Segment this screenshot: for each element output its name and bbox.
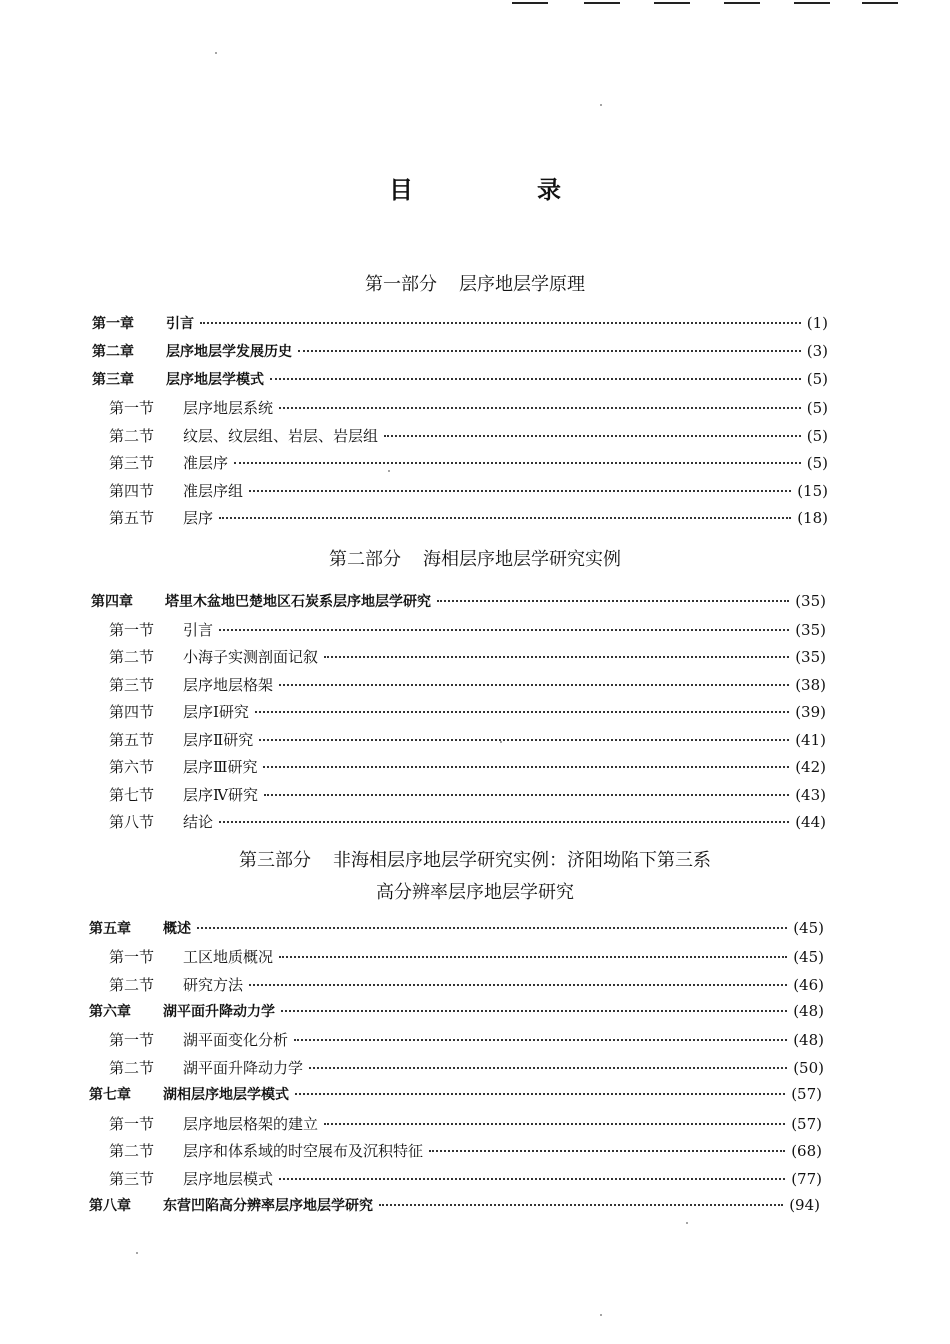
top-rule bbox=[654, 2, 690, 4]
section-title: 层序Ⅳ研究 bbox=[183, 786, 258, 804]
toc-chapter-entry bbox=[89, 1001, 824, 1023]
entry-label bbox=[89, 1195, 373, 1215]
section-number: 第二节 bbox=[109, 976, 155, 994]
page-number: (77) bbox=[791, 1170, 822, 1188]
chapter-number: 第八章 bbox=[89, 1198, 131, 1214]
section-title: 层序 bbox=[183, 509, 214, 527]
page-number: (35) bbox=[795, 621, 826, 639]
page-number: (94) bbox=[789, 1196, 820, 1214]
section-number: 第二节 bbox=[109, 427, 155, 445]
dot-leader bbox=[200, 322, 801, 324]
chapter-number: 第七章 bbox=[89, 1087, 131, 1103]
dot-leader bbox=[279, 684, 789, 686]
toc-section-entry bbox=[109, 452, 828, 474]
entry-label bbox=[109, 425, 378, 446]
dot-leader bbox=[324, 656, 789, 658]
page-number: (38) bbox=[795, 676, 826, 694]
page-number: (41) bbox=[795, 731, 826, 749]
section-number: 第三节 bbox=[109, 454, 155, 472]
page-number: (57) bbox=[791, 1085, 822, 1103]
part-title: 层序地层学原理 bbox=[459, 274, 585, 295]
page-number: (50) bbox=[793, 1059, 824, 1077]
page-number: (5) bbox=[806, 399, 828, 417]
section-title: 准层序组 bbox=[183, 482, 244, 500]
toc-section-entry bbox=[109, 729, 826, 751]
section-title: 层序地层格架 bbox=[183, 676, 274, 694]
section-number: 第五节 bbox=[109, 731, 155, 749]
page-number: (1) bbox=[806, 314, 828, 332]
entry-label bbox=[109, 507, 213, 528]
entry-label bbox=[89, 1084, 289, 1104]
dot-leader bbox=[324, 1123, 785, 1125]
chapter-number: 第六章 bbox=[89, 1004, 131, 1020]
entry-label bbox=[109, 701, 249, 722]
top-rule bbox=[512, 2, 548, 4]
part-heading bbox=[0, 270, 950, 296]
page-number: (5) bbox=[806, 370, 828, 388]
part-heading bbox=[0, 846, 950, 872]
part-title: 海相层序地层学研究实例 bbox=[423, 549, 621, 570]
entry-label bbox=[89, 918, 191, 938]
dot-leader bbox=[234, 462, 801, 464]
page-number: (39) bbox=[795, 703, 826, 721]
entry-label bbox=[92, 313, 194, 333]
section-number: 第二节 bbox=[109, 1142, 155, 1160]
toc-section-entry bbox=[109, 619, 826, 641]
section-title: 工区地质概况 bbox=[183, 948, 274, 966]
page-number: (45) bbox=[793, 919, 824, 937]
chapter-number: 第五章 bbox=[89, 921, 131, 937]
section-number: 第四节 bbox=[109, 703, 155, 721]
chapter-title: 引言 bbox=[166, 316, 194, 332]
toc-section-entry bbox=[109, 480, 828, 502]
entry-label bbox=[109, 811, 213, 832]
page-title: 目 录 bbox=[389, 176, 611, 204]
dot-leader bbox=[309, 1067, 787, 1069]
toc-chapter-entry bbox=[91, 591, 826, 613]
entry-label bbox=[91, 591, 431, 611]
dot-leader bbox=[255, 711, 789, 713]
section-number: 第一节 bbox=[109, 399, 155, 417]
entry-label bbox=[109, 1029, 288, 1050]
section-title: 层序Ⅱ研究 bbox=[183, 731, 254, 749]
section-title: 层序和体系域的时空展布及沉积特征 bbox=[183, 1142, 424, 1160]
toc-section-entry bbox=[109, 811, 826, 833]
entry-label bbox=[109, 397, 273, 418]
entry-label bbox=[109, 784, 258, 805]
section-title: 层序Ⅰ研究 bbox=[183, 703, 249, 721]
page-number: (3) bbox=[806, 342, 828, 360]
page-number: (45) bbox=[793, 948, 824, 966]
section-number: 第六节 bbox=[109, 758, 155, 776]
section-title: 引言 bbox=[183, 621, 214, 639]
entry-label bbox=[109, 1113, 318, 1134]
scan-speck bbox=[500, 741, 502, 743]
dot-leader bbox=[429, 1150, 785, 1152]
chapter-number: 第四章 bbox=[91, 594, 133, 610]
scan-speck bbox=[136, 1252, 138, 1254]
page-number: (46) bbox=[793, 976, 824, 994]
dot-leader bbox=[270, 378, 801, 380]
page-number: (43) bbox=[795, 786, 826, 804]
page-number: (44) bbox=[795, 813, 826, 831]
page-number: (48) bbox=[793, 1002, 824, 1020]
toc-section-entry bbox=[109, 646, 826, 668]
dot-leader bbox=[219, 517, 791, 519]
section-number: 第五节 bbox=[109, 509, 155, 527]
part-heading-continued bbox=[0, 878, 950, 904]
page-number: (5) bbox=[806, 454, 828, 472]
dot-leader bbox=[219, 629, 789, 631]
section-number: 第二节 bbox=[109, 1059, 155, 1077]
page-number: (5) bbox=[806, 427, 828, 445]
section-number: 第一节 bbox=[109, 1115, 155, 1133]
entry-label bbox=[109, 1057, 303, 1078]
dot-leader bbox=[379, 1204, 783, 1206]
page-number: (57) bbox=[791, 1115, 822, 1133]
toc-chapter-entry bbox=[92, 313, 828, 335]
toc-section-entry bbox=[109, 1057, 824, 1079]
section-number: 第七节 bbox=[109, 786, 155, 804]
dot-leader bbox=[249, 490, 791, 492]
scan-speck bbox=[215, 52, 217, 54]
chapter-number: 第一章 bbox=[92, 316, 134, 332]
section-title: 层序地层格架的建立 bbox=[183, 1115, 319, 1133]
section-title: 湖平面变化分析 bbox=[183, 1031, 289, 1049]
dot-leader bbox=[279, 407, 801, 409]
dot-leader bbox=[279, 956, 787, 958]
toc-section-entry bbox=[109, 397, 828, 419]
toc-section-entry bbox=[109, 974, 824, 996]
entry-label bbox=[109, 452, 228, 473]
chapter-title: 层序地层学发展历史 bbox=[166, 344, 292, 360]
toc-section-entry bbox=[109, 1113, 822, 1135]
chapter-title: 东营凹陷高分辨率层序地层学研究 bbox=[163, 1198, 373, 1214]
dot-leader bbox=[281, 1010, 787, 1012]
toc-section-entry bbox=[109, 701, 826, 723]
entry-label bbox=[109, 1140, 423, 1161]
dot-leader bbox=[295, 1093, 785, 1095]
toc-section-entry bbox=[109, 507, 828, 529]
section-number: 第三节 bbox=[109, 1170, 155, 1188]
section-title: 准层序 bbox=[183, 454, 229, 472]
scan-speck bbox=[686, 1222, 688, 1224]
toc-section-entry bbox=[109, 1140, 822, 1162]
toc-section-entry bbox=[109, 425, 828, 447]
entry-label bbox=[109, 1168, 273, 1189]
top-rule bbox=[794, 2, 830, 4]
part-title: 非海相层序地层学研究实例：济阳坳陷下第三系 bbox=[333, 850, 711, 871]
section-title: 层序地层模式 bbox=[183, 1170, 274, 1188]
dot-leader bbox=[437, 600, 789, 602]
dot-leader bbox=[384, 435, 801, 437]
scan-speck bbox=[600, 104, 602, 106]
toc-section-entry bbox=[109, 784, 826, 806]
chapter-title: 湖相层序地层学模式 bbox=[163, 1087, 289, 1103]
section-title: 湖平面升降动力学 bbox=[183, 1059, 304, 1077]
section-title: 研究方法 bbox=[183, 976, 244, 994]
entry-label bbox=[109, 946, 273, 967]
page-number: (35) bbox=[795, 648, 826, 666]
part-number: 第一部分 bbox=[365, 274, 437, 295]
entry-label bbox=[109, 674, 273, 695]
chapter-title: 概述 bbox=[163, 921, 191, 937]
dot-leader bbox=[259, 739, 789, 741]
toc-section-entry bbox=[109, 1168, 822, 1190]
page-number: (35) bbox=[795, 592, 826, 610]
toc-chapter-entry bbox=[89, 1084, 822, 1106]
scan-speck bbox=[388, 470, 390, 472]
toc-chapter-entry bbox=[89, 918, 824, 940]
entry-label bbox=[92, 341, 292, 361]
top-rule bbox=[584, 2, 620, 4]
entry-label bbox=[109, 729, 253, 750]
toc-chapter-entry bbox=[89, 1195, 820, 1217]
section-number: 第四节 bbox=[109, 482, 155, 500]
top-rule bbox=[724, 2, 760, 4]
chapter-number: 第二章 bbox=[92, 344, 134, 360]
section-title: 结论 bbox=[183, 813, 214, 831]
part-heading bbox=[0, 545, 950, 571]
toc-chapter-entry bbox=[92, 341, 828, 363]
chapter-number: 第三章 bbox=[92, 372, 134, 388]
page-number: (18) bbox=[797, 509, 828, 527]
entry-label bbox=[109, 974, 243, 995]
toc-section-entry bbox=[109, 946, 824, 968]
chapter-title: 塔里木盆地巴楚地区石炭系层序地层学研究 bbox=[165, 594, 431, 610]
part-number: 第二部分 bbox=[329, 549, 401, 570]
section-number: 第二节 bbox=[109, 648, 155, 666]
section-title: 纹层、纹层组、岩层、岩层组 bbox=[183, 427, 379, 445]
dot-leader bbox=[298, 350, 801, 352]
toc-section-entry bbox=[109, 1029, 824, 1051]
entry-label bbox=[109, 619, 213, 640]
toc-section-entry bbox=[109, 756, 826, 778]
scan-speck bbox=[600, 1314, 602, 1316]
entry-label bbox=[109, 480, 243, 501]
chapter-title: 湖平面升降动力学 bbox=[163, 1004, 275, 1020]
section-title: 小海子实测剖面记叙 bbox=[183, 648, 319, 666]
section-number: 第一节 bbox=[109, 948, 155, 966]
dot-leader bbox=[219, 821, 789, 823]
dot-leader bbox=[279, 1178, 785, 1180]
page-number: (15) bbox=[797, 482, 828, 500]
dot-leader bbox=[294, 1039, 787, 1041]
entry-label bbox=[109, 646, 318, 667]
section-number: 第一节 bbox=[109, 1031, 155, 1049]
part-number: 第三部分 bbox=[239, 850, 311, 871]
page-number: (48) bbox=[793, 1031, 824, 1049]
toc-chapter-entry bbox=[92, 369, 828, 391]
section-title: 层序Ⅲ研究 bbox=[183, 758, 258, 776]
page-number: (42) bbox=[795, 758, 826, 776]
entry-label bbox=[109, 756, 257, 777]
section-number: 第三节 bbox=[109, 676, 155, 694]
dot-leader bbox=[249, 984, 787, 986]
section-title: 层序地层系统 bbox=[183, 399, 274, 417]
top-rule bbox=[862, 2, 898, 4]
section-number: 第一节 bbox=[109, 621, 155, 639]
part-title-line2: 高分辨率层序地层学研究 bbox=[376, 882, 574, 903]
toc-section-entry bbox=[109, 674, 826, 696]
page-number: (68) bbox=[791, 1142, 822, 1160]
entry-label bbox=[89, 1001, 275, 1021]
dot-leader bbox=[197, 927, 787, 929]
entry-label bbox=[92, 369, 264, 389]
section-number: 第八节 bbox=[109, 813, 155, 831]
chapter-title: 层序地层学模式 bbox=[166, 372, 264, 388]
dot-leader bbox=[263, 766, 789, 768]
dot-leader bbox=[264, 794, 789, 796]
